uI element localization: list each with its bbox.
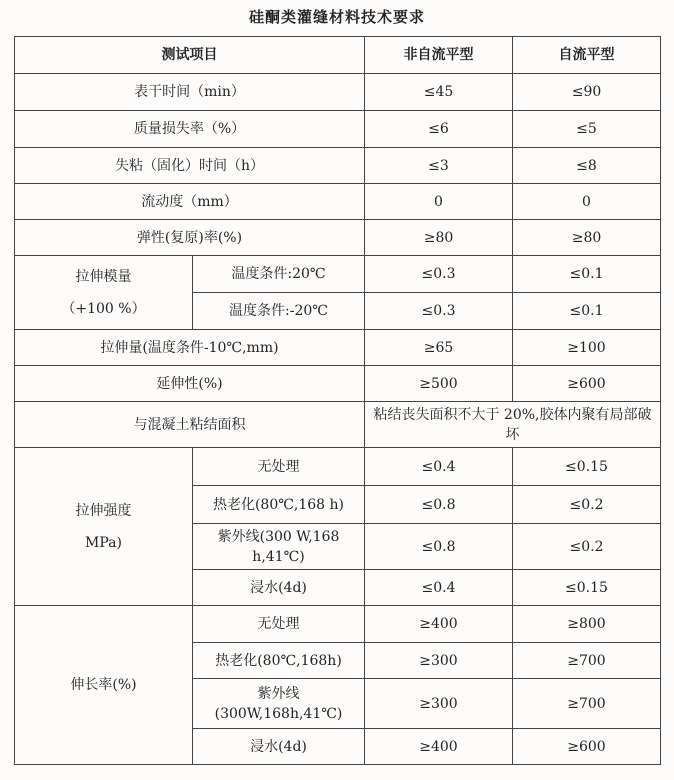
row-label: 质量损失率（%） xyxy=(15,111,365,148)
table-row xyxy=(15,402,661,448)
row-value-2: ≥600 xyxy=(513,366,661,402)
sub-row-label xyxy=(193,679,365,729)
sub-row-label: 温度条件:-20℃ xyxy=(193,293,365,330)
row-value-2: ≤8 xyxy=(513,148,661,184)
row-value-1: ≥300 xyxy=(365,643,513,679)
group-label-main: 拉伸强度 xyxy=(75,502,132,519)
row-value-1: ≤3 xyxy=(365,148,513,184)
row-value-1: ≤0.8 xyxy=(365,486,513,524)
row-value-2: ≥100 xyxy=(513,330,661,366)
row-value-2: ≥80 xyxy=(513,220,661,256)
row-label: 延伸性(%) xyxy=(15,366,365,402)
group-label-sub: （+100 %） xyxy=(61,300,146,317)
row-value-1: ≤45 xyxy=(365,74,513,111)
table-row xyxy=(15,220,661,256)
row-value-1: ≥65 xyxy=(365,330,513,366)
row-value-2: 0 xyxy=(513,184,661,220)
row-value-2: ≤0.15 xyxy=(513,448,661,486)
table-row xyxy=(15,256,661,293)
row-value-2: ≤90 xyxy=(513,74,661,111)
row-value-1: ≤0.4 xyxy=(365,448,513,486)
row-label: 弹性(复原)率(%) xyxy=(15,220,365,256)
row-label: 表干时间（min） xyxy=(15,74,365,111)
row-label: 失粘（固化）时间（h） xyxy=(15,148,365,184)
table-row xyxy=(15,366,661,402)
header-row xyxy=(15,37,661,74)
group-label-elongation: 伸长率(%) xyxy=(15,606,193,765)
table-row xyxy=(15,448,661,486)
row-value-2: ≤0.1 xyxy=(513,293,661,330)
table-row xyxy=(15,148,661,184)
sub-row-label: 热老化(80℃,168h) xyxy=(193,643,365,679)
row-value-2: ≤0.1 xyxy=(513,256,661,293)
spec-table xyxy=(14,36,661,765)
sub-row-label: 浸水(4d) xyxy=(193,729,365,765)
bond-value: 粘结丧失面积不大于 20%,胶体内聚有局部破坏 xyxy=(365,402,661,448)
row-value-1: ≤0.8 xyxy=(365,524,513,570)
row-value-1: ≤0.3 xyxy=(365,293,513,330)
row-value-1: ≥400 xyxy=(365,606,513,643)
row-value-2: ≥700 xyxy=(513,643,661,679)
table-row xyxy=(15,74,661,111)
row-value-1: ≥500 xyxy=(365,366,513,402)
row-value-2: ≤5 xyxy=(513,111,661,148)
table-title: 硅酮类灌缝材料技术要求 xyxy=(248,8,425,26)
table-row xyxy=(15,111,661,148)
row-value-2: ≥600 xyxy=(513,729,661,765)
header-item: 测试项目 xyxy=(15,37,365,74)
row-label: 流动度（mm） xyxy=(15,184,365,220)
header-col2: 自流平型 xyxy=(513,37,661,74)
row-label: 拉伸量(温度条件-10℃,mm) xyxy=(15,330,365,366)
sub-row-label: 浸水(4d) xyxy=(193,570,365,606)
sub-row-label-line2: (300W,168h,41℃) xyxy=(214,705,343,722)
row-value-1: ≥80 xyxy=(365,220,513,256)
row-value-1: ≤0.4 xyxy=(365,570,513,606)
sub-row-label: 紫外线(300 W,168 h,41℃) xyxy=(193,524,365,570)
row-value-1: ≥400 xyxy=(365,729,513,765)
row-value-2: ≥700 xyxy=(513,679,661,729)
row-value-1: 0 xyxy=(365,184,513,220)
sub-row-label: 无处理 xyxy=(193,606,365,643)
row-value-2: ≤0.2 xyxy=(513,486,661,524)
sub-row-label: 无处理 xyxy=(193,448,365,486)
table-row xyxy=(15,606,661,643)
table-row xyxy=(15,330,661,366)
group-label-modulus xyxy=(15,256,193,330)
sub-row-label: 热老化(80℃,168 h) xyxy=(193,486,365,524)
sub-row-label: 温度条件:20℃ xyxy=(193,256,365,293)
group-label-sub: MPa) xyxy=(85,534,122,551)
row-value-2: ≥800 xyxy=(513,606,661,643)
group-label-strength xyxy=(15,448,193,606)
row-value-2: ≤0.2 xyxy=(513,524,661,570)
row-value-1: ≤0.3 xyxy=(365,256,513,293)
sub-row-label-line1: 紫外线 xyxy=(257,685,300,702)
row-label: 与混凝土粘结面积 xyxy=(15,402,365,448)
group-label-main: 拉伸模量 xyxy=(75,268,132,285)
row-value-1: ≥300 xyxy=(365,679,513,729)
row-value-2: ≤0.15 xyxy=(513,570,661,606)
header-col1: 非自流平型 xyxy=(365,37,513,74)
row-value-1: ≤6 xyxy=(365,111,513,148)
table-row xyxy=(15,184,661,220)
